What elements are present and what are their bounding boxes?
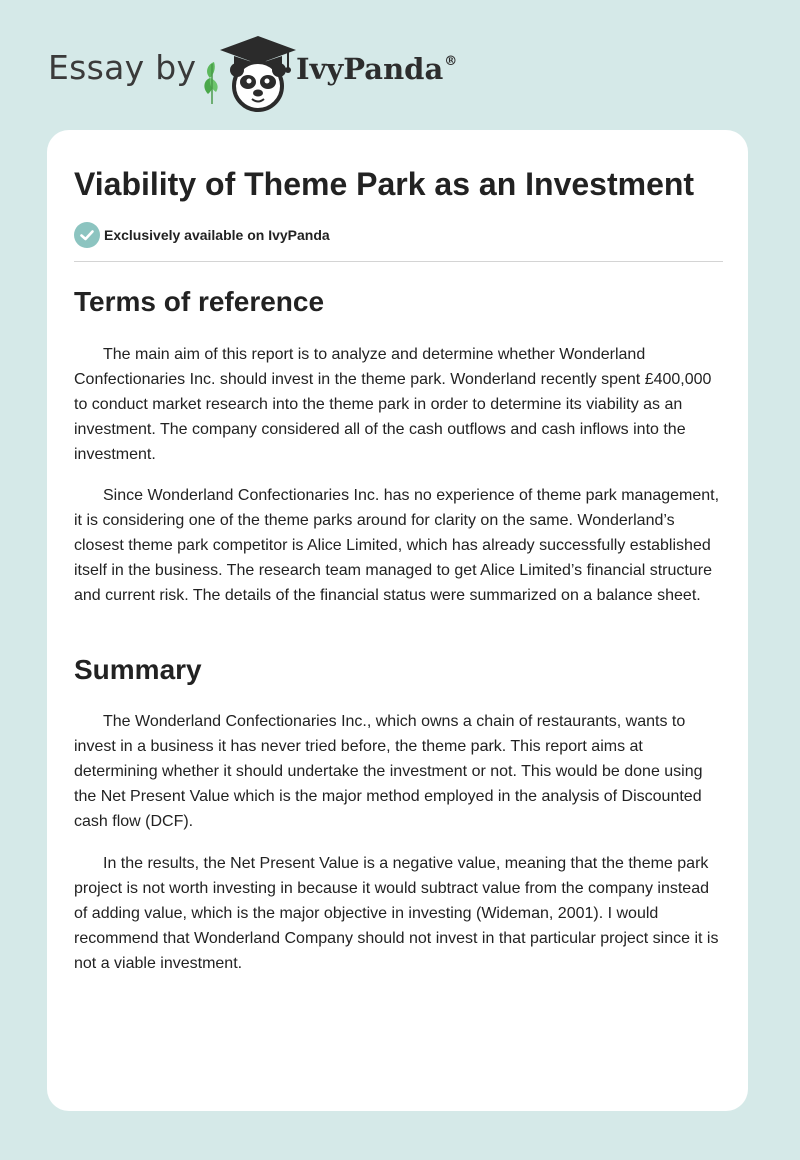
panda-graduation-cap-icon[interactable] [200, 34, 296, 114]
brand-name[interactable] [296, 52, 457, 86]
exclusive-badge-label: Exclusively available on IvyPanda [104, 227, 330, 243]
paragraph: Since Wonderland Confectionaries Inc. has no experience of theme park management, it is considering one of the theme parks around for clarity on the same. Wonderland’s closest theme park competitor is Alice Limited, which has already successfully established itself in the business. The research team managed to get Alice Limited’s financial structure and current risk. The details of the financial status were summarized on a balance sheet. [74, 487, 720, 604]
section-heading-terms-of-reference: Terms of reference [74, 286, 325, 317]
paragraph: In the results, the Net Present Value is a negative value, meaning that the theme park project is not worth investing in because it would subtract value from the company instead of adding value, which is the major objective in investing (Wideman, 2001). I would recommend that Wonderland Company should not invest in that particular project since it is not a viable investment. [74, 855, 719, 972]
site-header [48, 30, 608, 110]
section-heading-summary: Summary [74, 654, 202, 685]
paragraph: The Wonderland Confectionaries Inc., which owns a chain of restaurants, wants to invest in a business it has never tried before, the theme park. This report aims at determining whether it should undertake the investment or not. This would be done using the Net Present Value which is the major method employed in the analysis of Discounted cash flow (DCF). [74, 713, 703, 830]
exclusive-badge [74, 222, 330, 248]
essay-by-label: Essay by [48, 48, 197, 87]
page-title: Viability of Theme Park as an Investment [74, 166, 695, 202]
ivy-leaf-icon [204, 62, 217, 104]
checkmark-circle-icon [74, 222, 100, 248]
brand-text: IvyPanda [296, 52, 444, 86]
paragraph: The main aim of this report is to analyze and determine whether Wonderland Confectionaries Inc. should invest in the theme park. Wonderland recently spent £400,000 to conduct market research into the theme park in order to determine its viability as an investment. The company considered all of the cash outflows and cash inflows into the investment. [74, 346, 712, 463]
title-divider [74, 261, 723, 262]
registered-mark: ® [444, 54, 458, 69]
article-card [47, 130, 748, 1111]
